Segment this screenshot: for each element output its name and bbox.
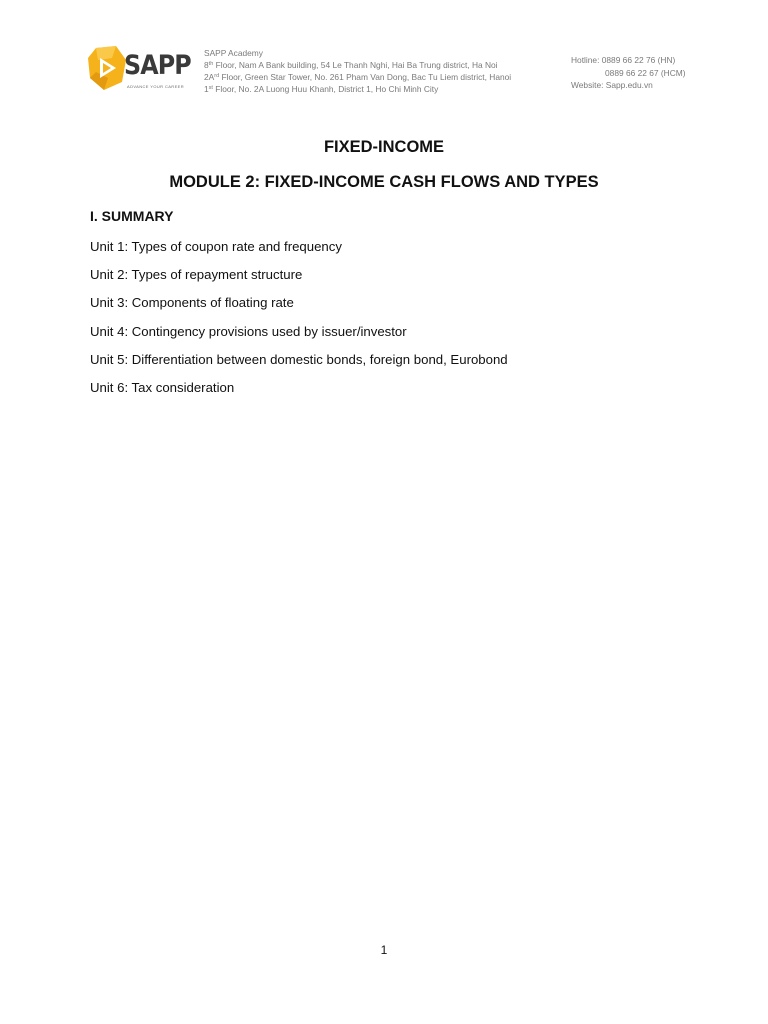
address-line-1: 8th Floor, Nam A Bank building, 54 Le Thanh Nghi, Hai Ba Trung district, Ha Noi — [204, 60, 498, 70]
unit-item: Unit 5: Differentiation between domestic bonds, foreign bond, Eurobond — [90, 351, 508, 367]
module-title: MODULE 2: FIXED-INCOME CASH FLOWS AND TYPES — [169, 173, 599, 191]
unit-list — [90, 238, 508, 407]
sapp-logo — [86, 44, 191, 96]
address-line-3: 1st Floor, No. 2A Luong Huu Khanh, District 1, Ho Chi Minh City — [204, 84, 439, 94]
document-title: FIXED-INCOME — [323, 138, 445, 156]
letterhead — [86, 44, 698, 100]
unit-item: Unit 1: Types of coupon rate and frequency — [90, 239, 342, 254]
address-line-2: $2A^{rd}$ Floor, Green Star Tower, No. 261 Pham Van Dong, Bac Tu Liem district, Hanoi — [204, 72, 512, 82]
address-block — [204, 47, 511, 95]
logo-tagline: ADVANCE YOUR CAREER — [127, 84, 185, 89]
unit-item: Unit 2: Types of repayment structure — [90, 267, 303, 283]
section-heading-summary: I. SUMMARY — [90, 208, 174, 224]
website: Website: Sapp.edu.vn — [571, 80, 653, 90]
hotline-hn: Hotline: 0889 66 22 76 (HN) — [571, 55, 676, 65]
hotline-hcm: 0889 66 22 67 (HCM) — [605, 67, 686, 78]
org-name: SAPP Academy — [204, 48, 263, 58]
unit-item: Unit 3: Components of floating rate — [90, 295, 294, 311]
contact-block — [571, 54, 686, 92]
unit-item: Unit 4: Contingency provisions used by issuer/investor — [90, 323, 407, 339]
unit-item: Unit 6: Tax consideration — [90, 379, 235, 395]
page-number: 1 — [380, 943, 388, 957]
logo-wordmark: SAPP — [124, 50, 191, 81]
